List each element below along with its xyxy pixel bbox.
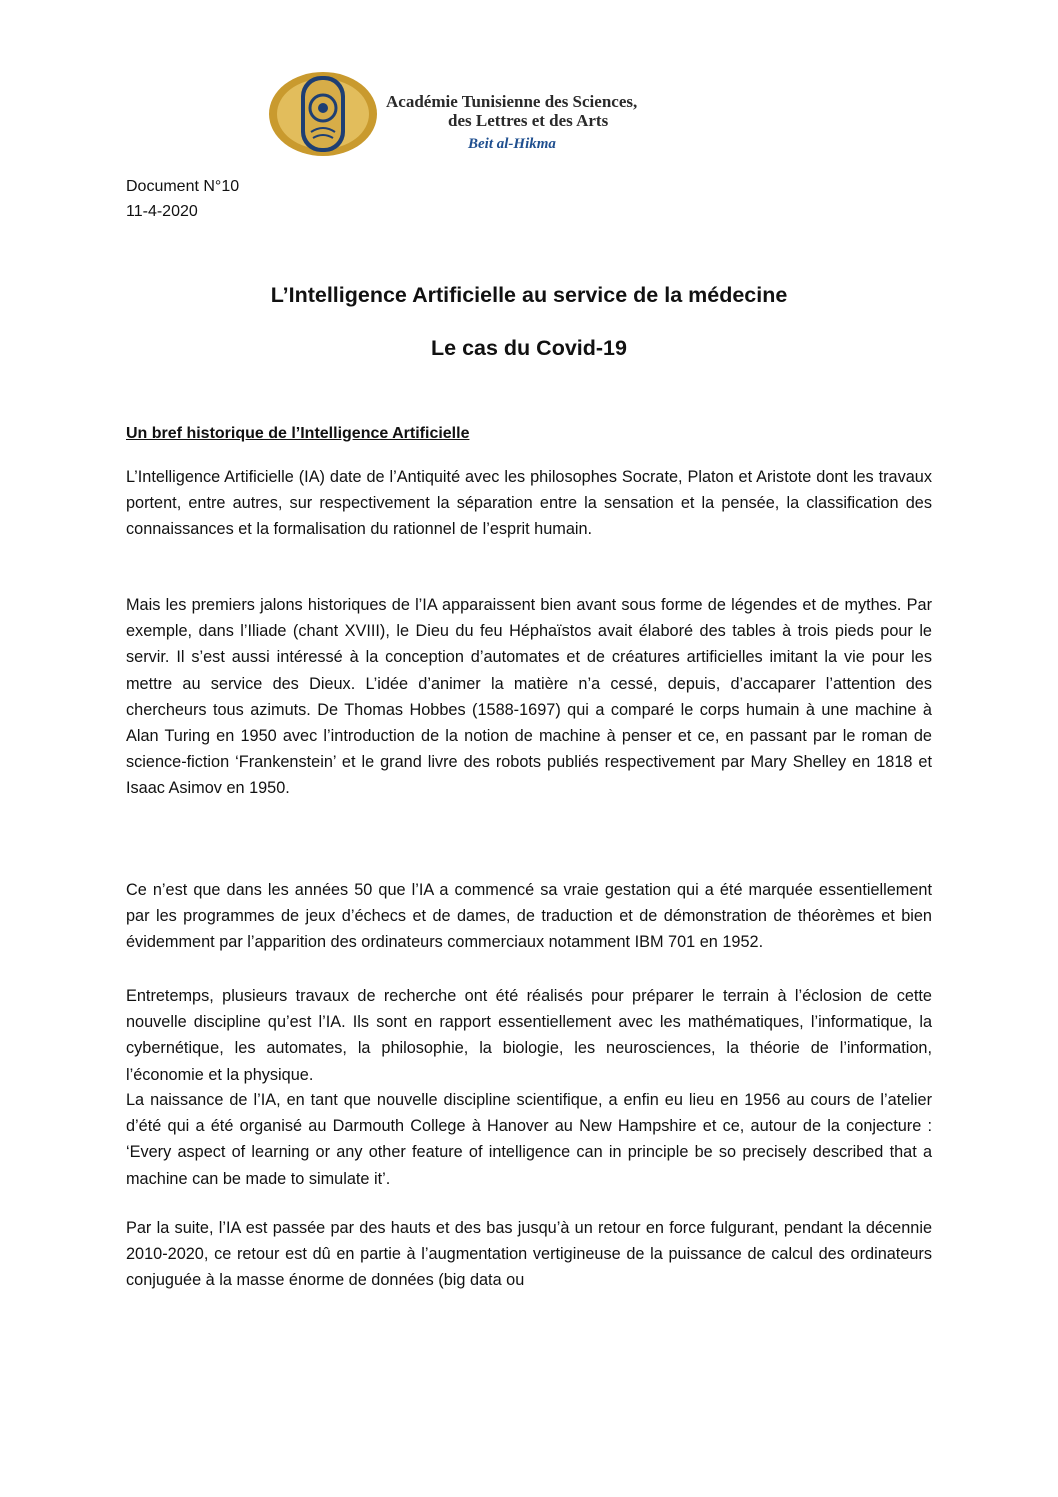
org-name-line2: des Lettres et des Arts [448,111,609,130]
document-meta [126,174,239,224]
academy-logo [268,70,688,160]
org-name-arabic-transliteration: Beit al-Hikma [468,136,556,152]
document-date: 11-4-2020 [126,203,198,220]
org-name-line1: Académie Tunisienne des Sciences, [386,92,638,111]
section-heading: Un bref historique de l’Intelligence Artificielle [126,425,470,442]
paragraph-2: Mais les premiers jalons historiques de l’IA apparaissent bien avant sous forme de légendes et de mythes. Par exemple, dans l’Iliade (chant XVIII), le Dieu du feu Héphaïstos avait élaboré des tables à trois pieds pour le servir. Il s’est aussi intéressé à la conception d’automates et de créatures artificielles imitant la vie pour les mettre au service des Dieux. L’idée d’animer la matière n’a cessé, depuis, d’accaparer l’attention des chercheurs tous azimuts. De Thomas Hobbes (1588-1697) qui a comparé le corps humain à une machine à Alan Turing en 1950 avec l’introduction de la notion de machine à penser et ce, en passant par le roman de science-fiction ‘Frankenstein’ et le grand livre des robots publiés respectivement par Mary Shelley en 1818 et Isaac Asimov en 1950. [126,596,932,798]
paragraph-1: L’Intelligence Artificielle (IA) date de l’Antiquité avec les philosophes Socrate, Platon et Aristote dont les travaux portent, entre autres, sur respectivement la séparation entre la sensation et la pensée, la classification des connaissances et la formalisation du rationnel de l’esprit humain. [126,468,932,539]
paragraph-6: Par la suite, l’IA est passée par des hauts et des bas jusqu’à un retour en force fulgurant, pendant la décennie 2010-2020, ce retour est dû en partie à l’augmentation vertigineuse de la puissance de calcul des ordinateurs conjuguée à la masse énorme de données (big data ou [126,1219,932,1290]
document-number: Document N°10 [126,178,240,195]
paragraph-4: Entretemps, plusieurs travaux de recherche ont été réalisés pour préparer le terrain à l’éclosion de cette nouvelle discipline qu’est l’IA. Ils sont en rapport essentiellement avec les mathématiques, l’informatique, la cybernétique, les automates, la philosophie, la biologie, les neurosciences, la théorie de l’information, l’économie et la physique. [126,987,932,1084]
document-title: L’Intelligence Artificielle au service de la médecine [270,283,788,307]
paragraph-5: La naissance de l’IA, en tant que nouvelle discipline scientifique, a enfin eu lieu en 1956 au cours de l’atelier d’été qui a été organisé au Darmouth College à Hanover au New Hampshire et ce, autour de la conjecture : ‘Every aspect of learning or any other feature of intelligence can in principle be so precisely described that a machine can be made to simulate it’. [126,1091,932,1188]
paragraph-3: Ce n’est que dans les années 50 que l’IA a commencé sa vraie gestation qui a été marquée essentiellement par les programmes de jeux d’échecs et de dames, de traduction et de démonstration de théorèmes et bien évidemment par l’apparition des ordinateurs commerciaux notamment IBM 701 en 1952. [126,881,932,952]
document-subtitle: Le cas du Covid-19 [431,336,627,360]
academy-seal-icon [268,70,378,158]
